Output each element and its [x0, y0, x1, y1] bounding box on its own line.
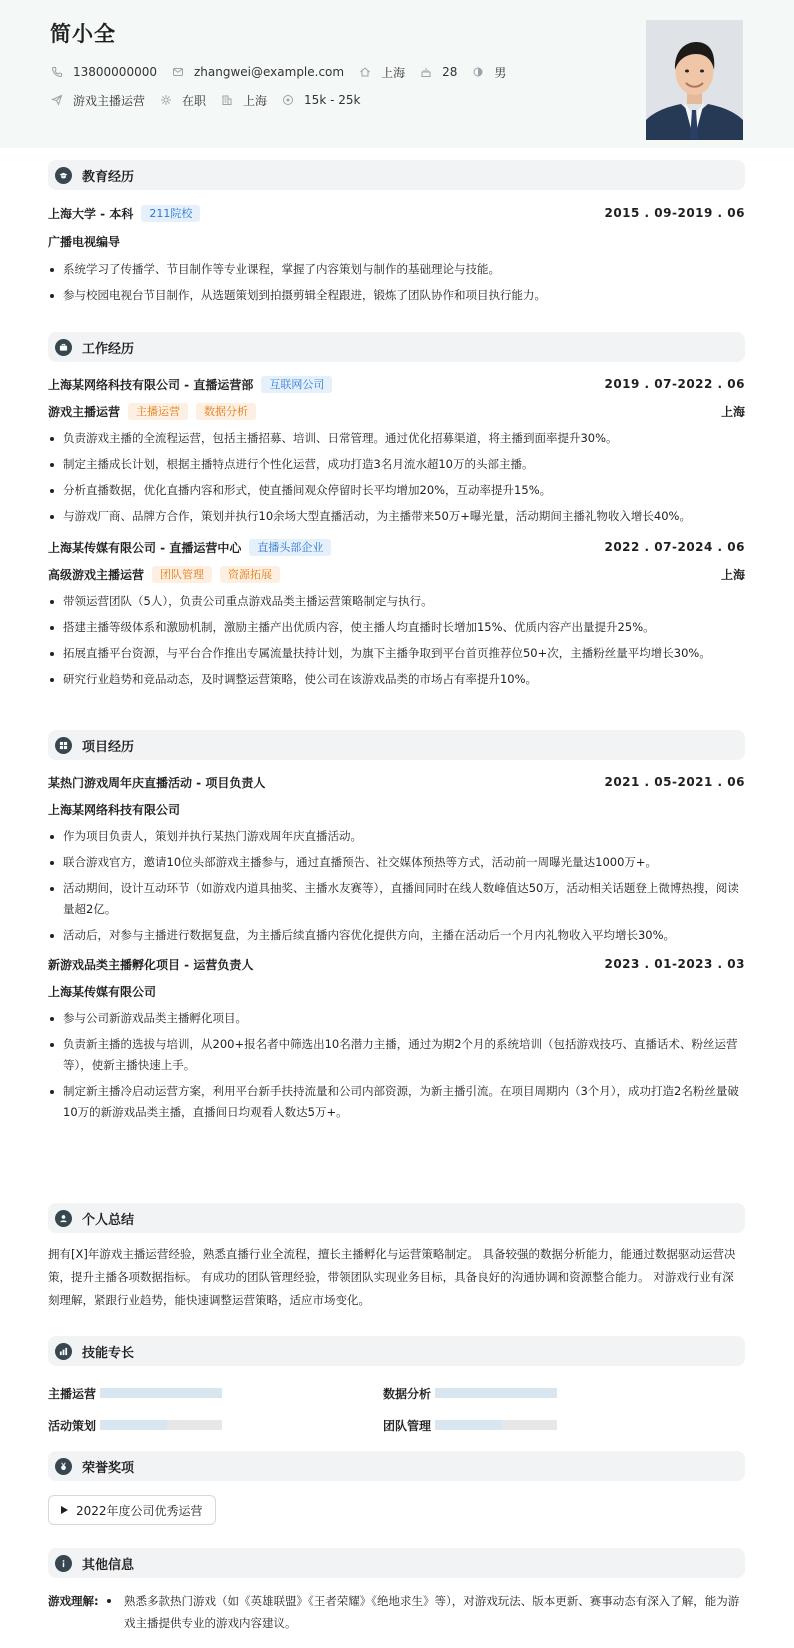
projects-title: 项目经历: [82, 739, 135, 755]
target-city-text: 上海: [243, 93, 268, 108]
salary-item: [281, 93, 360, 107]
email-item: [171, 65, 344, 79]
list-item: 搭建主播等级体系和激励机制，激励主播产出优质内容，使主播人均直播时长增加15%、优质内容产出量提升25%。: [48, 617, 745, 638]
job-bullets: [48, 591, 745, 690]
role-tag: 团队管理: [152, 566, 212, 583]
user-icon: [55, 1210, 72, 1227]
info-icon: [55, 1555, 72, 1572]
major-row: [48, 231, 745, 251]
summary-title: 个人总结: [82, 1212, 135, 1228]
awards-section: [48, 1451, 745, 1525]
other-label: 游戏理解:: [48, 1594, 99, 1608]
skill-item: [48, 1416, 383, 1434]
list-item: 系统学习了传播学、节目制作等专业课程，掌握了内容策划与制作的基础理论与技能。: [48, 259, 745, 280]
skill-bar: [435, 1420, 557, 1430]
phone-item: [50, 65, 157, 79]
summary-header: [48, 1203, 745, 1233]
chart-icon: [55, 1343, 72, 1360]
list-item: 参与校园电视台节目制作，从选题策划到拍摄剪辑全程跟进，锻炼了团队协作和项目执行能力。: [48, 285, 745, 306]
education-header: [48, 160, 745, 190]
position-text: 游戏主播运营: [73, 93, 146, 108]
skill-name: 数据分析: [383, 1386, 432, 1401]
skills-grid: [48, 1384, 745, 1434]
position-item: [50, 92, 145, 109]
project-date: 2021 . 05-2021 . 06: [604, 775, 745, 789]
role-tag: 主播运营: [128, 403, 188, 420]
project-company-row: [48, 799, 745, 819]
status-item: [159, 92, 206, 109]
cake-icon: [419, 65, 433, 79]
job-entry: [48, 537, 745, 690]
skill-bar: [100, 1388, 222, 1398]
resume-header: [0, 0, 794, 148]
projects-header: [48, 730, 745, 760]
company-name: 上海某网络科技有限公司 - 直播运营部: [48, 377, 254, 392]
role-tag: 资源拓展: [220, 566, 280, 583]
skills-header: [48, 1336, 745, 1366]
skill-fill: [435, 1420, 502, 1430]
phone-text: 13800000000: [73, 65, 157, 79]
project-entry: [48, 772, 745, 946]
skill-fill: [100, 1388, 222, 1398]
project-header: [48, 772, 745, 792]
award-text: 2022年度公司优秀运营: [76, 1503, 203, 1518]
city-text: 上海: [381, 65, 406, 80]
list-item: 负责新主播的选拔与培训，从200+报名者中筛选出10名潜力主播，通过为期2个月的系统培训（包括游戏技巧、直播话术、粉丝运营等），使新主播快速上手。: [48, 1034, 745, 1076]
job-bullets: [48, 428, 745, 527]
skill-name: 活动策划: [48, 1418, 97, 1433]
skill-fill: [100, 1420, 167, 1430]
skill-item: [383, 1384, 718, 1402]
project-name: 新游戏品类主播孵化项目 - 运营负责人: [48, 957, 254, 972]
age-item: [419, 65, 457, 79]
skill-bar: [100, 1420, 222, 1430]
awards-header: [48, 1451, 745, 1481]
project-company-row: [48, 981, 745, 1001]
gender-icon: [471, 65, 485, 79]
list-item: 活动期间，设计互动环节（如游戏内道具抽奖、主播水友赛等），直播间同时在线人数峰值达50万，活动相关话题登上微博热搜，阅读量超2亿。: [48, 878, 745, 920]
school-tag: 211院校: [141, 205, 200, 222]
job-role-row: [48, 401, 745, 421]
other-title: 其他信息: [82, 1557, 135, 1573]
candidate-name: 简小全: [50, 22, 116, 46]
other-header: [48, 1548, 745, 1578]
email-text: zhangwei@example.com: [193, 65, 345, 79]
list-item: 作为项目负责人，策划并执行某热门游戏周年庆直播活动。: [48, 826, 745, 847]
job-role: 游戏主播运营: [48, 404, 121, 419]
list-item: 制定新主播冷启动运营方案，利用平台新手扶持流量和公司内部资源，为新主播引流。在项目周期内（3个月），成功打造2名粉丝量破10万的新游戏品类主播，直播间日均观看人数达5万+。: [48, 1081, 745, 1123]
company-tag: 直播头部企业: [249, 539, 331, 556]
school-name: 上海大学 - 本科: [48, 206, 134, 221]
job-entry: [48, 374, 745, 527]
briefcase-icon: [55, 339, 72, 356]
project-header: [48, 954, 745, 974]
gender-text: 男: [494, 65, 507, 80]
other-section: [48, 1548, 745, 1634]
project-company: 上海某网络科技有限公司: [48, 802, 181, 817]
list-item: 拓展直播平台资源，与平台合作推出专属流量扶持计划，为旗下主播争取到平台首页推荐位50+次，主播粉丝量平均增长30%。: [48, 643, 745, 664]
projects-section: [48, 730, 745, 1128]
age-text: 28: [442, 65, 458, 79]
work-section: [48, 332, 745, 695]
project-bullets: [48, 1008, 745, 1123]
list-item: 联合游戏官方，邀请10位头部游戏主播参与，通过直播预告、社交媒体预热等方式，活动前一周曝光量达1000万+。: [48, 852, 745, 873]
triangle-right-icon: [61, 1506, 68, 1514]
job-location: 上海: [720, 567, 745, 582]
education-date: 2015 . 09-2019 . 06: [604, 206, 745, 220]
list-item: 分析直播数据，优化直播内容和形式，使直播间观众停留时长平均增加20%，互动率提升15%。: [48, 480, 745, 501]
list-item: 负责游戏主播的全流程运营，包括主播招募、培训、日常管理。通过优化招募渠道，将主播到面率提升30%。: [48, 428, 745, 449]
project-entry: [48, 954, 745, 1123]
home-icon: [358, 65, 372, 79]
graduation-cap-icon: [55, 167, 72, 184]
summary-section: [48, 1203, 745, 1312]
gear-icon: [159, 93, 173, 107]
project-company: 上海某传媒有限公司: [48, 984, 157, 999]
target-city-item: [220, 92, 267, 109]
city-item: [358, 64, 405, 81]
profile-photo: [646, 20, 743, 140]
project-name: 某热门游戏周年庆直播活动 - 项目负责人: [48, 775, 266, 790]
other-row: [48, 1590, 745, 1634]
job-date: 2022 . 07-2024 . 06: [604, 540, 745, 554]
company-tag: 互联网公司: [261, 376, 332, 393]
award-item: [48, 1495, 216, 1525]
major-name: 广播电视编导: [48, 234, 121, 249]
grid-icon: [55, 737, 72, 754]
other-text: 熟悉多款热门游戏（如《英雄联盟》《王者荣耀》《绝地求生》等），对游戏玩法、版本更新、赛事动态有深入了解，能为游戏主播提供专业的游戏内容建议。: [103, 1590, 745, 1634]
job-header: [48, 537, 745, 557]
awards-title: 荣誉奖项: [82, 1460, 135, 1476]
skill-name: 团队管理: [383, 1418, 432, 1433]
building-icon: [220, 93, 234, 107]
skill-item: [383, 1416, 718, 1434]
list-item: 参与公司新游戏品类主播孵化项目。: [48, 1008, 745, 1029]
job-role: 高级游戏主播运营: [48, 567, 145, 582]
list-item: 研究行业趋势和竞品动态，及时调整运营策略，使公司在该游戏品类的市场占有率提升10%。: [48, 669, 745, 690]
job-header: [48, 374, 745, 394]
job-date: 2019 . 07-2022 . 06: [604, 377, 745, 391]
list-item: 带领运营团队（5人），负责公司重点游戏品类主播运营策略制定与执行。: [48, 591, 745, 612]
company-name: 上海某传媒有限公司 - 直播运营中心: [48, 540, 242, 555]
list-item: 活动后，对参与主播进行数据复盘，为主播后续直播内容优化提供方向，主播在活动后一个月内礼物收入平均增长30%。: [48, 925, 745, 946]
phone-icon: [50, 65, 64, 79]
skill-bar: [435, 1388, 557, 1398]
list-item: 制定主播成长计划，根据主播特点进行个性化运营，成功打造3名月流水超10万的头部主播。: [48, 454, 745, 475]
summary-text: 拥有[X]年游戏主播运营经验，熟悉直播行业全流程，擅长主播孵化与运营策略制定。 具备较强的数据分析能力，能通过数据驱动运营决策，提升主播各项数据指标。 有成功的团队管理经验，带领团队实现业务目标，具备良好的沟通协调和资源整合能力。 对游戏行业有深刻理解，紧跟行业趋势，能快速调整运营策略，适应市场变化。: [48, 1247, 736, 1307]
role-tag: 数据分析: [196, 403, 256, 420]
salary-text: 15k - 25k: [304, 93, 361, 107]
skill-fill: [435, 1388, 557, 1398]
work-title: 工作经历: [82, 341, 135, 357]
skill-item: [48, 1384, 383, 1402]
gender-item: [471, 64, 506, 81]
coin-icon: [281, 93, 295, 107]
job-role-row: [48, 564, 745, 584]
education-entry-header: [48, 203, 745, 223]
job-location: 上海: [720, 404, 745, 419]
status-text: 在职: [182, 93, 207, 108]
list-item: 与游戏厂商、品牌方合作，策划并执行10余场大型直播活动，为主播带来50万+曝光量，活动期间主播礼物收入增长40%。: [48, 506, 745, 527]
project-bullets: [48, 826, 745, 946]
medal-icon: [55, 1458, 72, 1475]
education-section: [48, 160, 745, 311]
send-icon: [50, 93, 64, 107]
education-bullets: [48, 259, 745, 306]
project-date: 2023 . 01-2023 . 03: [604, 957, 745, 971]
work-header: [48, 332, 745, 362]
education-title: 教育经历: [82, 169, 135, 185]
skills-title: 技能专长: [82, 1345, 135, 1361]
mail-icon: [171, 65, 185, 79]
skill-name: 主播运营: [48, 1386, 97, 1401]
skills-section: [48, 1336, 745, 1434]
